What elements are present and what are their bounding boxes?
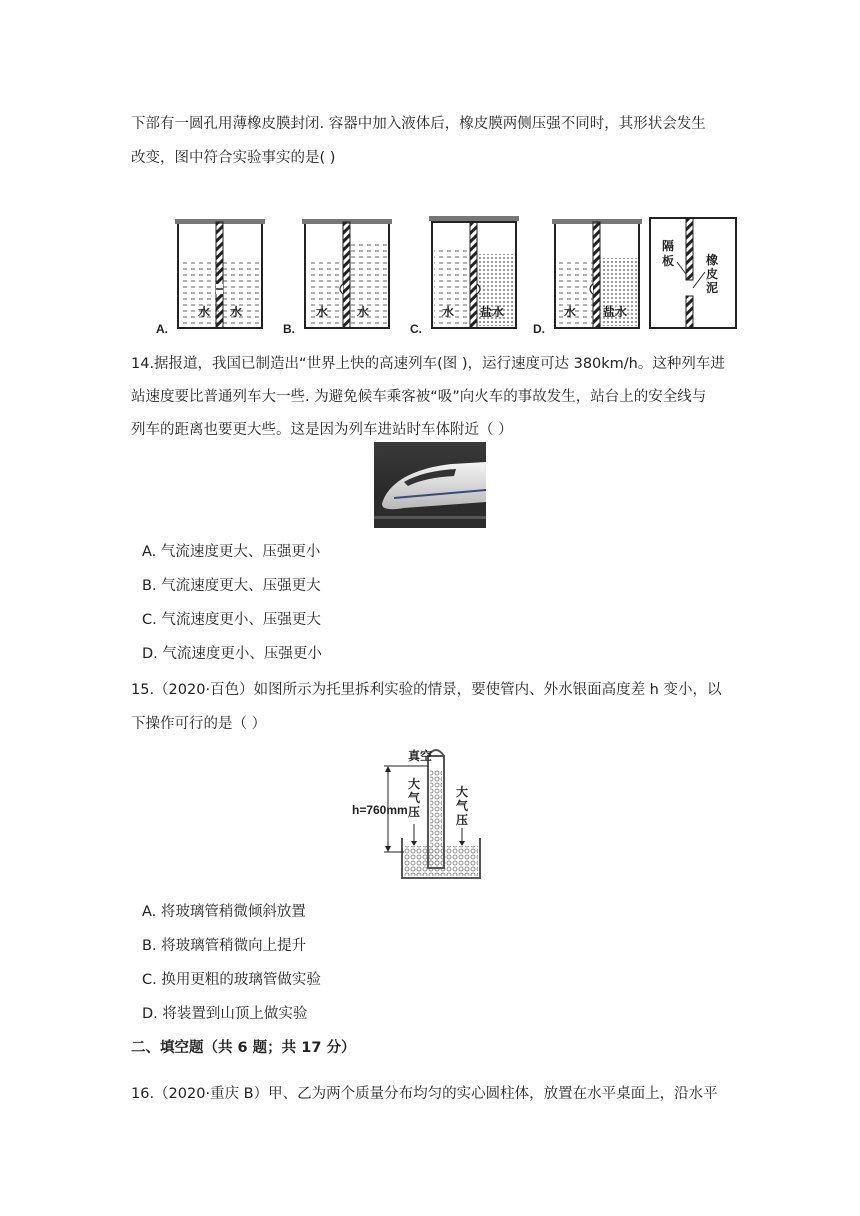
- q14-train-photo: [374, 442, 486, 528]
- q13-option-d-label: D.: [533, 322, 545, 336]
- q13-line-2: 改变，图中符合实验事实的是( ): [131, 150, 336, 166]
- q15-atm-left-char-3: 压: [408, 805, 421, 819]
- q13-legend-membrane-char-1: 橡: [706, 253, 719, 267]
- q16-line-1: 16.（2020·重庆 B）甲、乙为两个质量分布均匀的实心圆柱体，放置在水平桌面上，沿水平: [131, 1086, 718, 1102]
- q13-option-a-diagram: [156, 219, 265, 336]
- q15-option-d: D. 将装置到山顶上做实验: [142, 1006, 308, 1022]
- q15-line-1: 15.（2020·百色）如图所示为托里拆利实验的情景，要使管内、外水银面高度差 h 变小，以: [131, 682, 722, 698]
- q15-line-2: 下操作可行的是（ ）: [131, 716, 267, 732]
- q15-height-label: h=760mm: [352, 803, 408, 817]
- q13-b-left-liquid: 水: [316, 305, 329, 319]
- q13-legend-diagram: [650, 218, 736, 328]
- q15-atm-right-char-2: 气: [456, 799, 469, 813]
- section-2-heading: 二、填空题（共 6 题；共 17 分）: [131, 1040, 356, 1056]
- q14-option-a: A. 气流速度更大、压强更小: [142, 544, 321, 560]
- q13-figure: [150, 212, 740, 337]
- q13-legend-partition-char-2: 板: [662, 254, 675, 268]
- q15-atm-left-char-2: 气: [408, 791, 421, 805]
- q13-a-left-liquid: 水: [198, 305, 211, 319]
- q15-option-c: C. 换用更粗的玻璃管做实验: [142, 972, 321, 988]
- q13-b-right-liquid: 水: [357, 305, 370, 319]
- q13-legend-membrane-char-2: 皮: [706, 267, 719, 281]
- q15-option-a: A. 将玻璃管稍微倾斜放置: [142, 904, 306, 920]
- q14-option-b: B. 气流速度更大、压强更大: [142, 578, 321, 594]
- q13-c-left-liquid: 水: [442, 305, 455, 319]
- q13-option-c-diagram: [410, 216, 519, 336]
- q14-line-3: 列车的距离也要更大些。这是因为列车进站时车体附近（ ）: [131, 422, 513, 438]
- q14-option-d: D. 气流速度更小、压强更小: [142, 646, 322, 662]
- q13-a-right-liquid: 水: [230, 305, 243, 319]
- q15-vacuum-label: 真空: [408, 749, 433, 763]
- q13-line-1: 下部有一圆孔用薄橡皮膜封闭. 容器中加入液体后，橡皮膜两侧压强不同时，其形状会发生: [131, 116, 706, 132]
- q13-option-a-label: A.: [156, 322, 168, 336]
- q15-atm-left-char-1: 大: [408, 777, 421, 791]
- q14-line-2: 站速度要比普通列车大一些. 为避免候车乘客被“吸”向火车的事故发生，站台上的安全线与: [131, 389, 707, 405]
- q13-option-c-label: C.: [410, 322, 422, 336]
- q13-c-right-liquid: 盐水: [480, 305, 505, 319]
- q15-torricelli-figure: [350, 740, 490, 882]
- q13-d-left-liquid: 水: [564, 305, 577, 319]
- q13-option-b-label: B.: [283, 322, 295, 336]
- q15-atm-right-char-3: 压: [456, 813, 469, 827]
- q15-atm-right-char-1: 大: [456, 785, 469, 799]
- q14-option-c: C. 气流速度更小、压强更大: [142, 612, 321, 628]
- q13-option-b-diagram: [283, 219, 392, 336]
- q13-legend-partition-char-1: 隔: [662, 239, 675, 253]
- q13-option-d-diagram: [533, 219, 642, 336]
- q14-line-1: 14.据报道，我国已制造出“世界上快的高速列车(图 )，运行速度可达 380km/h。这种列车进: [131, 356, 725, 372]
- q15-option-b: B. 将玻璃管稍微向上提升: [142, 938, 307, 954]
- q13-legend-membrane-char-3: 泥: [706, 281, 719, 295]
- q13-d-right-liquid: 盐水: [603, 305, 628, 319]
